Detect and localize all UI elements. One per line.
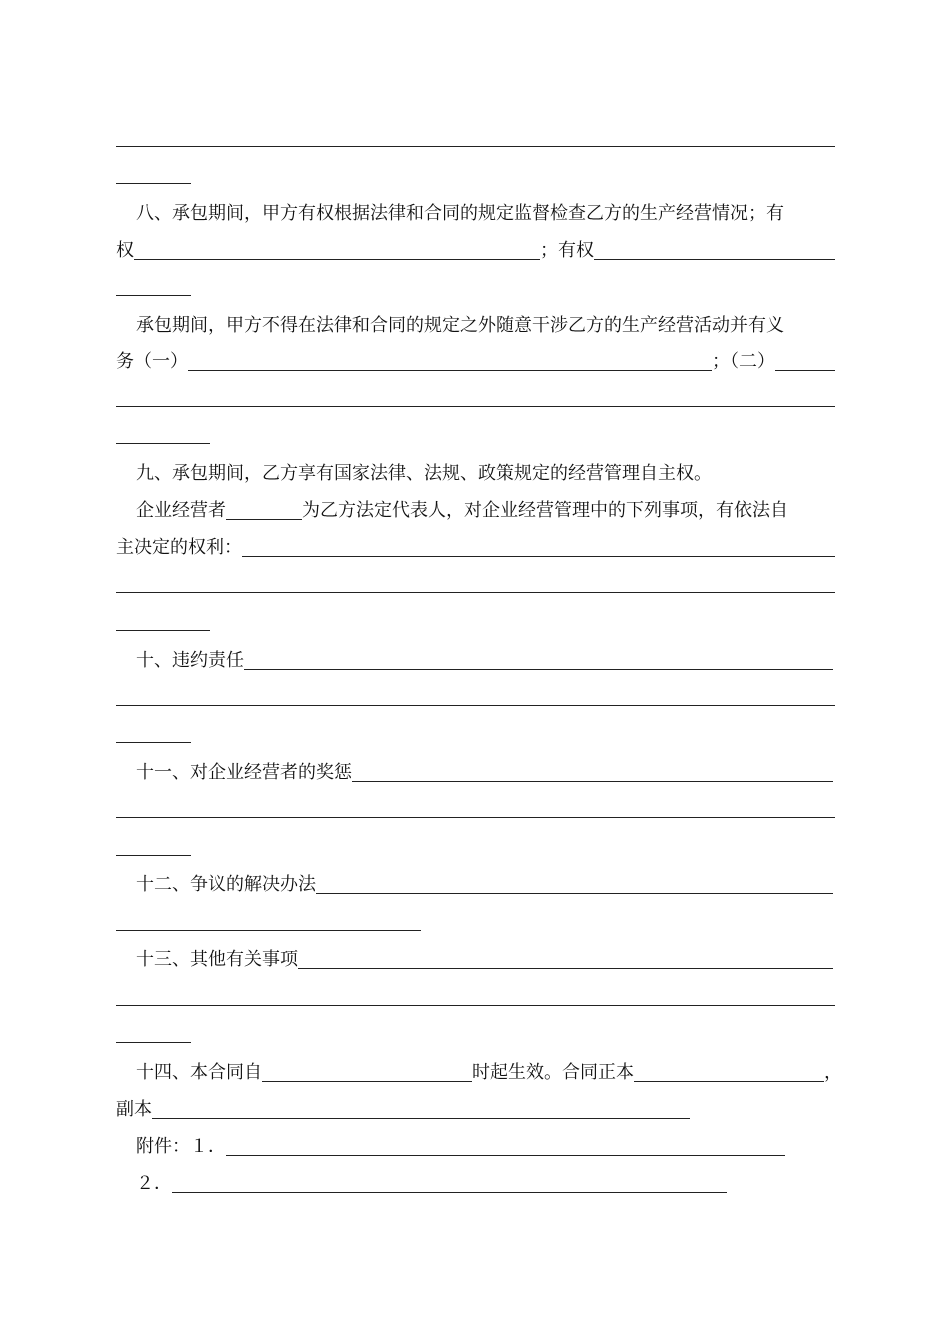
attachment-label: 附件：１．	[136, 1136, 226, 1157]
section12-label: 十二、争议的解决办法	[136, 874, 316, 895]
section9-p2-line2	[116, 535, 835, 561]
blank-field[interactable]	[316, 893, 833, 894]
operator-label: 企业经营者	[136, 500, 226, 521]
duplicate-copies-label: 副本	[116, 1099, 152, 1120]
blank-field[interactable]	[298, 968, 833, 969]
effective-date-field[interactable]	[262, 1081, 472, 1082]
blank-line	[116, 295, 191, 296]
section11-line	[136, 760, 833, 786]
attachment-2-field[interactable]	[172, 1192, 727, 1193]
section9-rights-label: 主决定的权利：	[116, 537, 242, 558]
duplicate-copies-field[interactable]	[152, 1118, 690, 1119]
blank-line	[116, 930, 421, 931]
section13-label: 十三、其他有关事项	[136, 949, 298, 970]
blank-line	[116, 592, 835, 593]
blank-field[interactable]	[188, 370, 712, 371]
original-copies-field[interactable]	[634, 1081, 824, 1082]
section8-p2-line1	[136, 313, 784, 339]
attachment-2-label: ２．	[136, 1173, 172, 1194]
blank-line	[116, 1005, 835, 1006]
section14-line2	[116, 1097, 690, 1123]
section11-label: 十一、对企业经营者的奖惩	[136, 762, 352, 783]
section8-right-label: 权	[116, 240, 134, 261]
section8-obligation-text: 承包期间，甲方不得在法律和合同的规定之外随意干涉乙方的生产经营活动并有义	[136, 315, 784, 336]
blank-line	[116, 630, 210, 631]
blank-line	[116, 1042, 191, 1043]
blank-field[interactable]	[775, 370, 835, 371]
section10-line	[136, 648, 833, 674]
blank-field[interactable]	[594, 259, 835, 260]
section8-right-label-2: ；有权	[540, 240, 594, 261]
section8-line2	[116, 238, 835, 264]
attachment-1-field[interactable]	[226, 1155, 785, 1156]
obligation-one-label: 务（一）	[116, 351, 188, 372]
blank-line	[116, 183, 191, 184]
section9-line1	[136, 461, 712, 487]
comma: ，	[824, 1062, 842, 1083]
operator-name-field[interactable]	[226, 519, 302, 520]
section8-line1	[136, 201, 784, 227]
blank-field[interactable]	[242, 556, 835, 557]
blank-line	[116, 855, 191, 856]
section9-p2-line1	[136, 498, 835, 524]
section14-line1	[136, 1060, 842, 1086]
attachment-2-line	[136, 1171, 727, 1197]
section8-text: 八、承包期间，甲方有权根据法律和合同的规定监督检查乙方的生产经营情况；有	[136, 203, 784, 224]
blank-line	[116, 705, 835, 706]
section12-line	[136, 872, 833, 898]
section8-p2-line2	[116, 349, 835, 375]
original-copies-label: 时起生效。合同正本	[472, 1062, 634, 1083]
section14-label: 十四、本合同自	[136, 1062, 262, 1083]
section9-text: 九、承包期间，乙方享有国家法律、法规、政策规定的经营管理自主权。	[136, 463, 712, 484]
blank-line	[116, 406, 835, 407]
blank-field[interactable]	[244, 669, 833, 670]
blank-line	[116, 146, 835, 147]
blank-line	[116, 443, 210, 444]
section10-label: 十、违约责任	[136, 650, 244, 671]
blank-line	[116, 742, 191, 743]
obligation-two-label: ；（二）	[712, 351, 775, 372]
attachment-1-line	[136, 1134, 785, 1160]
blank-line	[116, 817, 835, 818]
blank-field[interactable]	[134, 259, 540, 260]
section13-line	[136, 947, 833, 973]
blank-field[interactable]	[352, 781, 833, 782]
section9-rights-text: 为乙方法定代表人，对企业经营管理中的下列事项，有依法自	[302, 500, 788, 521]
